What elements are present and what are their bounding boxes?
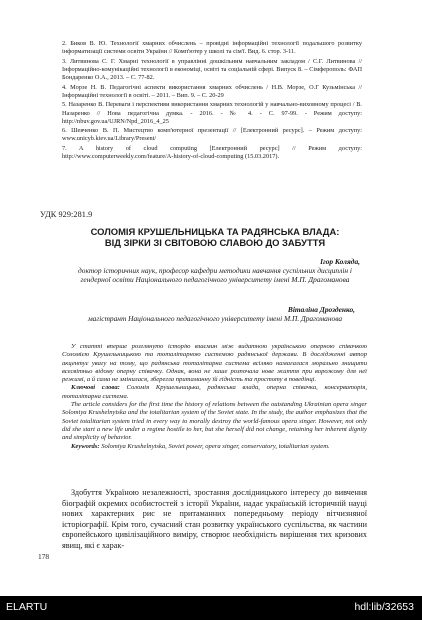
abstract-ua: У статті вперше розглянуто історію взаємин між видатною українською оперною співачкою Соломією Крушельницькою та тоталітарною системою радянської держави. В дослідженні автор акцентує увагу на тому, що радянська тоталітарна система всіляко намагалася морально знищити всесвітньо відому оперну співачку. Однак, вона не лише розпочала нове життя при ворожому для неї режимі, а й сама не змінилася, зберегла притаманну їй гідність та простоту в поведінці. <box>62 343 367 384</box>
keywords-text: Соломія Крушельницька, радянська влада, оперна співачка, консерваторія, тоталітарна система. <box>62 384 367 400</box>
keywords-ua <box>62 384 367 401</box>
author-block-1 <box>70 257 360 285</box>
keywords-label: Keywords: <box>71 442 100 450</box>
keywords-text: Solomiya Krushelnytska, Soviet power, opera singer, conservatory, totalitarian system. <box>99 442 330 450</box>
reference-item: 7. A history of cloud computing [Електронний ресурс] // Режим доступу: http://www.computerweekly.com/feature/A-history-of-cloud-computing (15.03.2017). <box>62 145 362 161</box>
reference-item: 2. Биков В. Ю. Технології хмарних обчислень – провідні інформаційні технології подальшого розвитку інформатизації системи освіти України // Комп'ютер у школі та сім'ї. Вид. 6. стор. 3-11. <box>62 40 362 56</box>
author-block-2 <box>75 305 355 323</box>
reference-item: 4. Морзе Н. В. Педагогічні аспекти використання хмарних обчислень / Н.В. Морзе, О.Г Кузьмінська // Інформаційні технології в освіті. – 2011. – Вип. 9. – С. 20-29 <box>62 83 362 99</box>
footer-repository-name: ELARTU <box>6 601 48 613</box>
title-line: СОЛОМІЯ КРУШЕЛЬНИЦЬКА ТА РАДЯНСЬКА ВЛАДА: <box>90 226 340 237</box>
body-paragraph: Здобуття Україною незалежності, зростання дослідницького інтересу до вивчення біографій окремих особистостей з історії України, надає українській історичній науці нових характерних рис не притаманних попередньому періоду вітчизняної історіографії. Крім того, сучасний стан розвитку українського суспільства, як частини європейського цивілізаційного вимiру, створює необхідність вирішення тих кризових явищ, які є харак- <box>62 488 367 550</box>
article-title <box>60 226 370 248</box>
reference-item: 6. Шевченко В. П. Мистецтво комп'ютерної презентації // [Електронний ресурс]. – Режим доступу: www.uniсyb.kiev.ua/Library/Present/ <box>62 127 362 143</box>
author-affiliation: магістрант Національного педагогічного університету імені М.П. Драгоманова <box>87 314 343 324</box>
keywords-label: Ключові слова: <box>71 384 120 392</box>
footer-handle: hdl:lib/32653 <box>354 601 414 613</box>
article-body <box>62 488 367 551</box>
author-name: Ігор Коляда, <box>320 257 360 266</box>
author-affiliation: доктор історичних наук, професор кафедри методики навчання суспільних дисциплін і гендерної освіти Національного педагогічного університету імені М.П. Драгоманова <box>78 266 352 285</box>
udk-code: УДК 929:281.9 <box>40 210 93 219</box>
footer-bar <box>0 596 422 620</box>
page-number: 178 <box>38 552 50 561</box>
abstract-en: The article considers for the first time the history of relations between the outstanding Ukrainian opera singer Solomiya Krushelnytska and the totalitarian system of the Soviet state. In the study, the author emphasizes that the Soviet totalitarian system tried in every way to morally destroy the world-famous opera singer. However, not only did she start a new life under a regime hostile to her, but she herself did not change, retaining her inherent dignity and simplicity of behavior. <box>62 401 367 442</box>
keywords-en <box>62 443 367 451</box>
reference-item: 3. Литвинова С. Г. Хмарні технології в управлінні дошкільним навчальним закладом / С.Г. Литвинова // Інформаційно-комунікаційні технології в економіці, освіті та соціальній сфері. Випуск 8. – Сімферополь: ФАП Бондаренко О.А., 2013. – С. 77-82. <box>62 57 362 81</box>
author-name: Віталіна Дрозденко, <box>287 305 355 314</box>
reference-item: 5. Назаренко В. Переваги і перспективи використання хмарних технологій у навчально-виховному процесі / В. Назаренко // Нова педагогічна думка. - 2016. - № 4. - С. 97-99. - Режим доступу: http://nbuv.gov.ua/UJRN/Npd_2016_4_25 <box>62 101 362 125</box>
title-line: ВІД ЗІРКИ ЗІ СВІТОВОЮ СЛАВОЮ ДО ЗАБУТТЯ <box>104 237 326 248</box>
reference-list <box>62 40 362 163</box>
abstract-section <box>62 343 367 451</box>
